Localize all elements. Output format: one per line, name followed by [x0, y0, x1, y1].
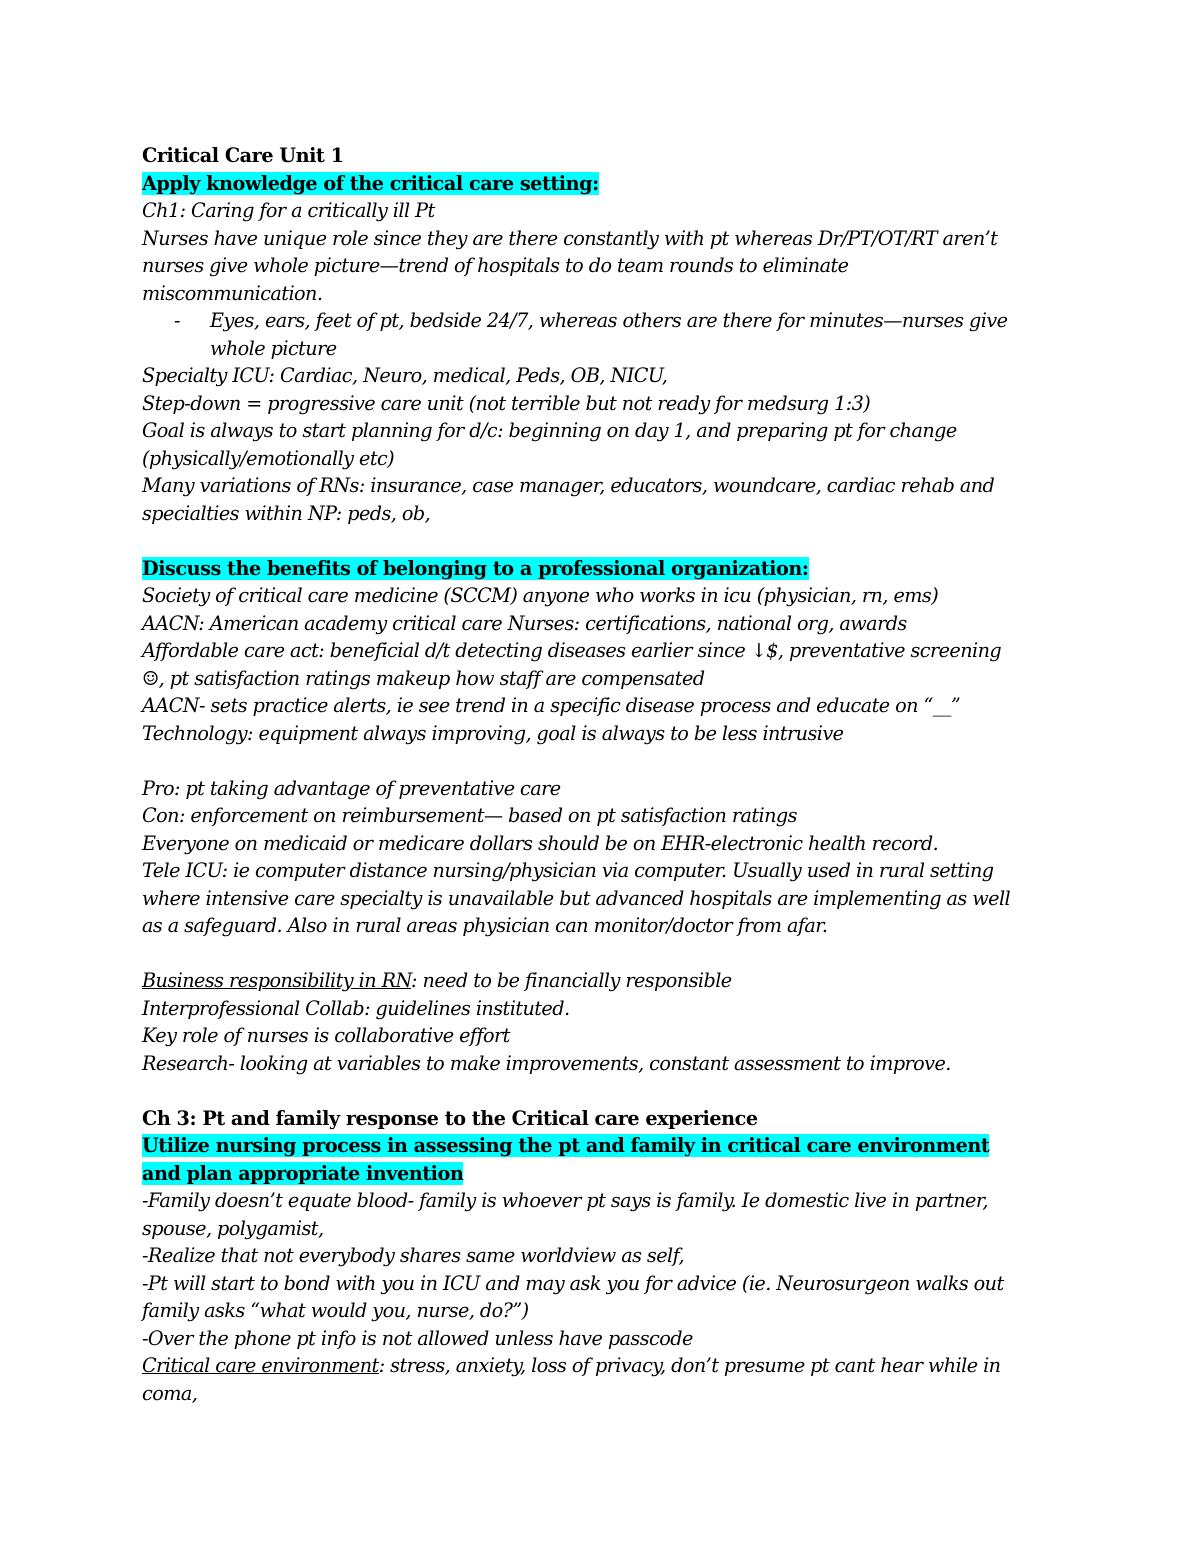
bullet-text: Eyes, ears, feet of pt, bedside 24/7, whereas others are there for minutes—nurses give	[210, 309, 1008, 332]
blank-line	[142, 940, 1072, 968]
text-line: coma,	[142, 1381, 198, 1405]
chapter-heading: Ch 3: Pt and family response to the Critical care experience	[142, 1106, 758, 1130]
text-line: Key role of nurses is collaborative effort	[142, 1024, 510, 1047]
underlined-label: Critical care environment	[142, 1354, 379, 1377]
blank-line	[142, 747, 1072, 775]
text-line: Tele ICU: ie computer distance nursing/physician via computer. Usually used in rural setting	[142, 859, 994, 882]
blank-line	[142, 527, 1072, 555]
text-line: Step-down = progressive care unit (not terrible but not ready for medsurg 1:3)	[142, 391, 871, 415]
text-line: Interprofessional Collab: guidelines instituted.	[142, 996, 570, 1020]
text-line: Everyone on medicaid or medicare dollars should be on EHR-electronic health record.	[142, 831, 939, 855]
text-line: family asks “what would you, nurse, do?”)	[142, 1299, 529, 1322]
text-line: as a safeguard. Also in rural areas physician can monitor/doctor from afar.	[142, 914, 828, 937]
text-line: nurses give whole picture—trend of hospitals to do team rounds to eliminate	[142, 254, 849, 277]
text-line: Research- looking at variables to make improvements, constant assessment to improve.	[142, 1051, 951, 1075]
chapter-line: Ch1: Caring for a critically ill Pt	[142, 199, 435, 222]
text-line: -Over the phone pt info is not allowed unless have passcode	[142, 1326, 693, 1350]
text-line: Specialty ICU: Cardiac, Neuro, medical, Peds, OB, NICU,	[142, 364, 668, 387]
document-title: Critical Care Unit 1	[142, 144, 344, 167]
text-line: Many variations of RNs: insurance, case manager, educators, woundcare, cardiac rehab and	[142, 474, 995, 497]
text-line: where intensive care specialty is unavailable but advanced hospitals are implementing as well	[142, 886, 1011, 910]
text-line: Critical care environment: stress, anxiety, loss of privacy, don’t presume pt cant hear while in	[142, 1354, 1001, 1377]
text-line: specialties within NP: peds, ob,	[142, 501, 431, 525]
text-line: Technology: equipment always improving, goal is always to be less intrusive	[142, 721, 844, 745]
text-line: Business responsibility in RN: need to be financially responsible	[142, 969, 732, 992]
text-line: Affordable care act: beneficial d/t detecting diseases earlier since ↓$, preventative screening	[142, 639, 1002, 662]
text-line: Nurses have unique role since they are there constantly with pt whereas Dr/PT/OT/RT aren’t	[142, 226, 998, 250]
text-line: spouse, polygamist,	[142, 1216, 324, 1240]
section-heading: Apply knowledge of the critical care setting:	[142, 171, 599, 195]
bullet-item	[142, 307, 1072, 335]
underlined-label: Business responsibility in RN	[142, 969, 412, 992]
text-line: -Family doesn’t equate blood- family is whoever pt says is family. Ie domestic live in partner,	[142, 1189, 988, 1212]
text-line: Con: enforcement on reimbursement— based on pt satisfaction ratings	[142, 804, 797, 827]
blank-line	[142, 1077, 1072, 1105]
bullet-continuation: whole picture	[210, 336, 337, 360]
text-line: AACN- sets practice alerts, ie see trend in a specific disease process and educate on “__”	[142, 694, 961, 717]
section-heading: Utilize nursing process in assessing the pt and family in critical care environment	[142, 1134, 990, 1157]
text-line: miscommunication.	[142, 281, 323, 305]
text-line: -Pt will start to bond with you in ICU and may ask you for advice (ie. Neurosurgeon walks out	[142, 1271, 1004, 1295]
text-line: AACN: American academy critical care Nurses: certifications, national org, awards	[142, 611, 907, 635]
text-line: Pro: pt taking advantage of preventative care	[142, 776, 561, 800]
text-line: Goal is always to start planning for d/c: beginning on day 1, and preparing pt for change	[142, 419, 957, 442]
section-heading-continuation: and plan appropriate invention	[142, 1161, 464, 1185]
text-line: ☺, pt satisfaction ratings makeup how staff are compensated	[142, 666, 705, 690]
text-line: -Realize that not everybody shares same worldview as self,	[142, 1244, 685, 1267]
text-line: Society of critical care medicine (SCCM) anyone who works in icu (physician, rn, ems)	[142, 584, 939, 607]
section-heading: Discuss the benefits of belonging to a professional organization:	[142, 556, 809, 580]
text-line: (physically/emotionally etc)	[142, 446, 395, 470]
bullet-marker: -	[174, 309, 180, 332]
document-page	[142, 142, 1072, 1407]
